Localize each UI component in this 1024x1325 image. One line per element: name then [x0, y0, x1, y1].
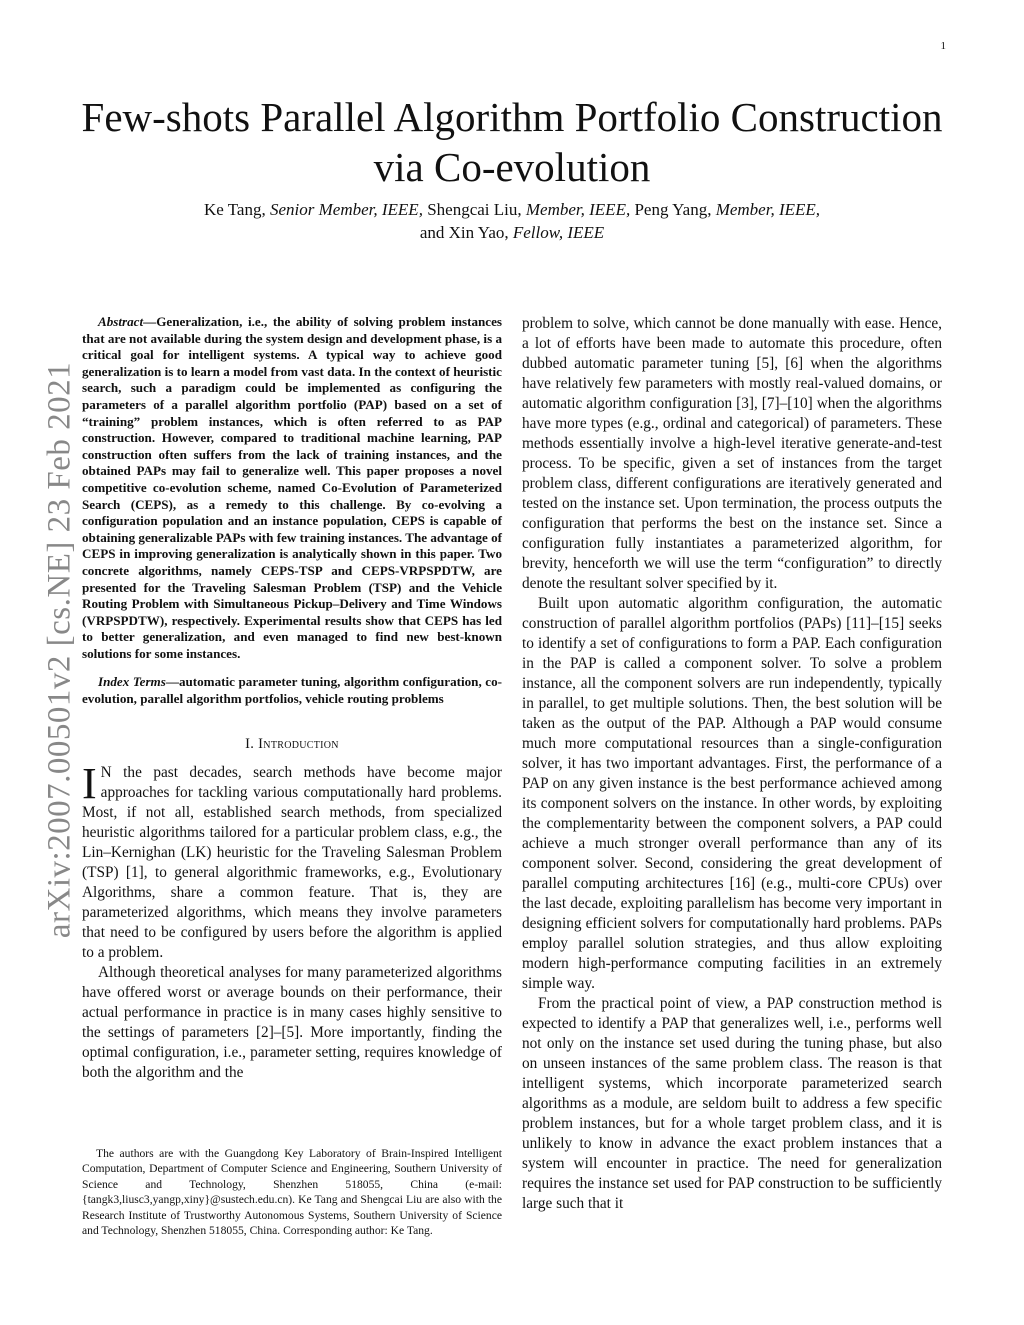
author-name: Shengcai Liu, [427, 200, 522, 219]
left-column [82, 314, 502, 1083]
arxiv-stamp[interactable]: arXiv:2007.00501v2 [cs.NE] 23 Feb 2021 [41, 361, 78, 939]
drop-cap: I [82, 758, 97, 808]
author-affiliation: Fellow, IEEE [512, 223, 605, 242]
abstract-label: Abstract [98, 314, 144, 329]
abstract-text: —Generalization, i.e., the ability of solving problem instances that are not available during the system design and development phase, is a critical goal for intelligent systems. A typical way to achieve good generalization is to learn a model from vast data. In the context of heuristic search, such a paradigm could be implemented as configuring the parameters of a parallel algorithm portfolio (PAP) based on a set of “training” problem instances, which is often referred to as PAP construction. However, compared to traditional machine learning, PAP construction often suffers from the lack of training instances, and the obtained PAPs may fail to generalize well. This paper proposes a novel competitive co-evolution scheme, named Co-Evolution of Parameterized Search (CEPS), as a remedy to this challenge. By co-evolving a configuration population and an instance population, CEPS is capable of obtaining generalizable PAPs with few training instances. The advantage of CEPS in improving generalization is analytically shown in this paper. Two concrete algorithms, namely CEPS-TSP and CEPS-VRPSPDTW, are presented for the Traveling Salesman Problem (TSP) and the Vehicle Routing Problem with Simultaneous Pickup–Delivery and Time Windows (VRPSPDTW), respectively. Experimental results show that CEPS has led to better generalization, and even managed to find new best-known solutions for some instances. [82, 314, 502, 661]
right-paragraph-3: From the practical point of view, a PAP construction method is expected to identify a PAP that generalizes well, i.e., performs well not only on the instance set used during the tuning phase, but also on unseen instances of the same problem class. The reason is that intelligent systems, which incorporate parameterized search algorithms as a module, are seldom built to address a few specific problem instances, but for a whole target problem class, and it is unlikely to know in advance the exact problem instances that a system will encounter in practice. The need for generalization requires the instance set used for PAP construction to be sufficiently large such that it [522, 995, 942, 1212]
abstract [82, 314, 502, 662]
right-column [522, 314, 942, 1214]
intro-paragraph-1-text: N the past decades, search methods have become major approaches for tackling various computationally hard problems. Most, if not all, established search methods, from specialized heuristic algorithms tailored for a particular problem class, e.g., the Lin–Kernighan (LK) heuristic for the Traveling Salesman Problem (TSP) [1], to general algorithmic frameworks, e.g., Evolutionary Algorithms, share a common feature. That is, they are parameterized algorithms, which means they involve parameters that need to be configured by users before the algorithm is applied to a problem. [82, 763, 502, 961]
intro-paragraph-1 [82, 758, 502, 963]
section-number: I. [245, 735, 255, 752]
section-heading [82, 736, 502, 753]
paper-title: Few-shots Parallel Algorithm Portfolio Construction via Co-evolution [81, 94, 943, 190]
author-list [80, 198, 944, 244]
author-affiliation: Member, IEEE, [715, 200, 821, 219]
author-affiliation: Senior Member, IEEE, [269, 200, 423, 219]
author-affiliation: Member, IEEE, [525, 200, 631, 219]
right-paragraph-1: problem to solve, which cannot be done manually with ease. Hence, a lot of efforts have been made to automate this procedure, often dubbed automatic parameter tuning [5], [6] when the algorithms have relatively few parameters with mostly real-valued domains, or automatic algorithm configuration [3], [7]–[10] when the algorithms have more types (e.g., ordinal and categorical) of parameters. These methods essentially involve a high-level iterative generate-and-test process. To be specific, given a set of instances from the target problem class, different configurations are iteratively generated and tested on the instance set. Upon termination, the process outputs the configuration that performs the best on the instance set. Since a configuration fully instantiates a parameterized algorithm, for brevity, henceforth we will use the term “configuration” to directly denote the resultant solver specified by it. [522, 315, 942, 592]
author-name: Ke Tang, [203, 200, 266, 219]
index-terms [82, 674, 502, 707]
index-terms-text: —automatic parameter tuning, algorithm configuration, co-evolution, parallel algorithm portfolios, vehicle routing problems [82, 674, 503, 707]
author-name: Peng Yang, [634, 200, 712, 219]
intro-paragraph-2: Although theoretical analyses for many parameterized algorithms have offered worst or average bounds on their performance, their actual performance in practice is in many cases highly sensitive to the settings of parameters [2]–[5]. More importantly, finding the optimal configuration, i.e., parameter setting, requires knowledge of both the algorithm and the [82, 963, 502, 1081]
author-footnote: The authors are with the Guangdong Key Laboratory of Brain-Inspired Intelligent Computation, Department of Computer Science and Engineering, Southern University of Science and Technology, Shenzhen 518055, China (e-mail: {tangk3,liusc3,yangp,xiny}@sustech.edu.cn). Ke Tang and Shengcai Liu are also with the Research Institute of Trustworthy Autonomous Systems, Southern University of Science and Technology, Shenzhen 518055, China. Corresponding author: Ke Tang. [82, 1147, 502, 1238]
right-paragraph-2: Built upon automatic algorithm configuration, the automatic construction of parallel algorithm portfolios (PAPs) [11]–[15] seeks to identify a set of configurations to form a PAP. Each configuration in the PAP is called a component solver. To solve a problem instance, all the component solvers are run independently, typically in parallel, to get multiple solutions. Then, the best solution will be taken as the output of the PAP. Although a PAP would consume much more computational resources than a single-configuration solver, it has two important advantages. First, the performance of a PAP on any given instance is the best performance achieved among its component solvers on the instance. In other words, by exploiting the complementarity between the component solvers, a PAP could achieve a much stronger overall performance than any of its component solver. Second, considering the great development of parallel computing architectures [16] (e.g., multi-core CPUs) over the last decade, exploiting parallelism has become very important in designing efficient solvers for computationally hard problems. PAPs employ parallel solution strategies, and thus allow exploiting modern high-performance computing facilities in an extremely simple way. [522, 595, 942, 992]
page-number: 1 [940, 40, 946, 52]
index-terms-label: Index Terms [98, 674, 166, 690]
author-name: and Xin Yao, [419, 223, 509, 242]
section-title: Introduction [258, 735, 339, 752]
